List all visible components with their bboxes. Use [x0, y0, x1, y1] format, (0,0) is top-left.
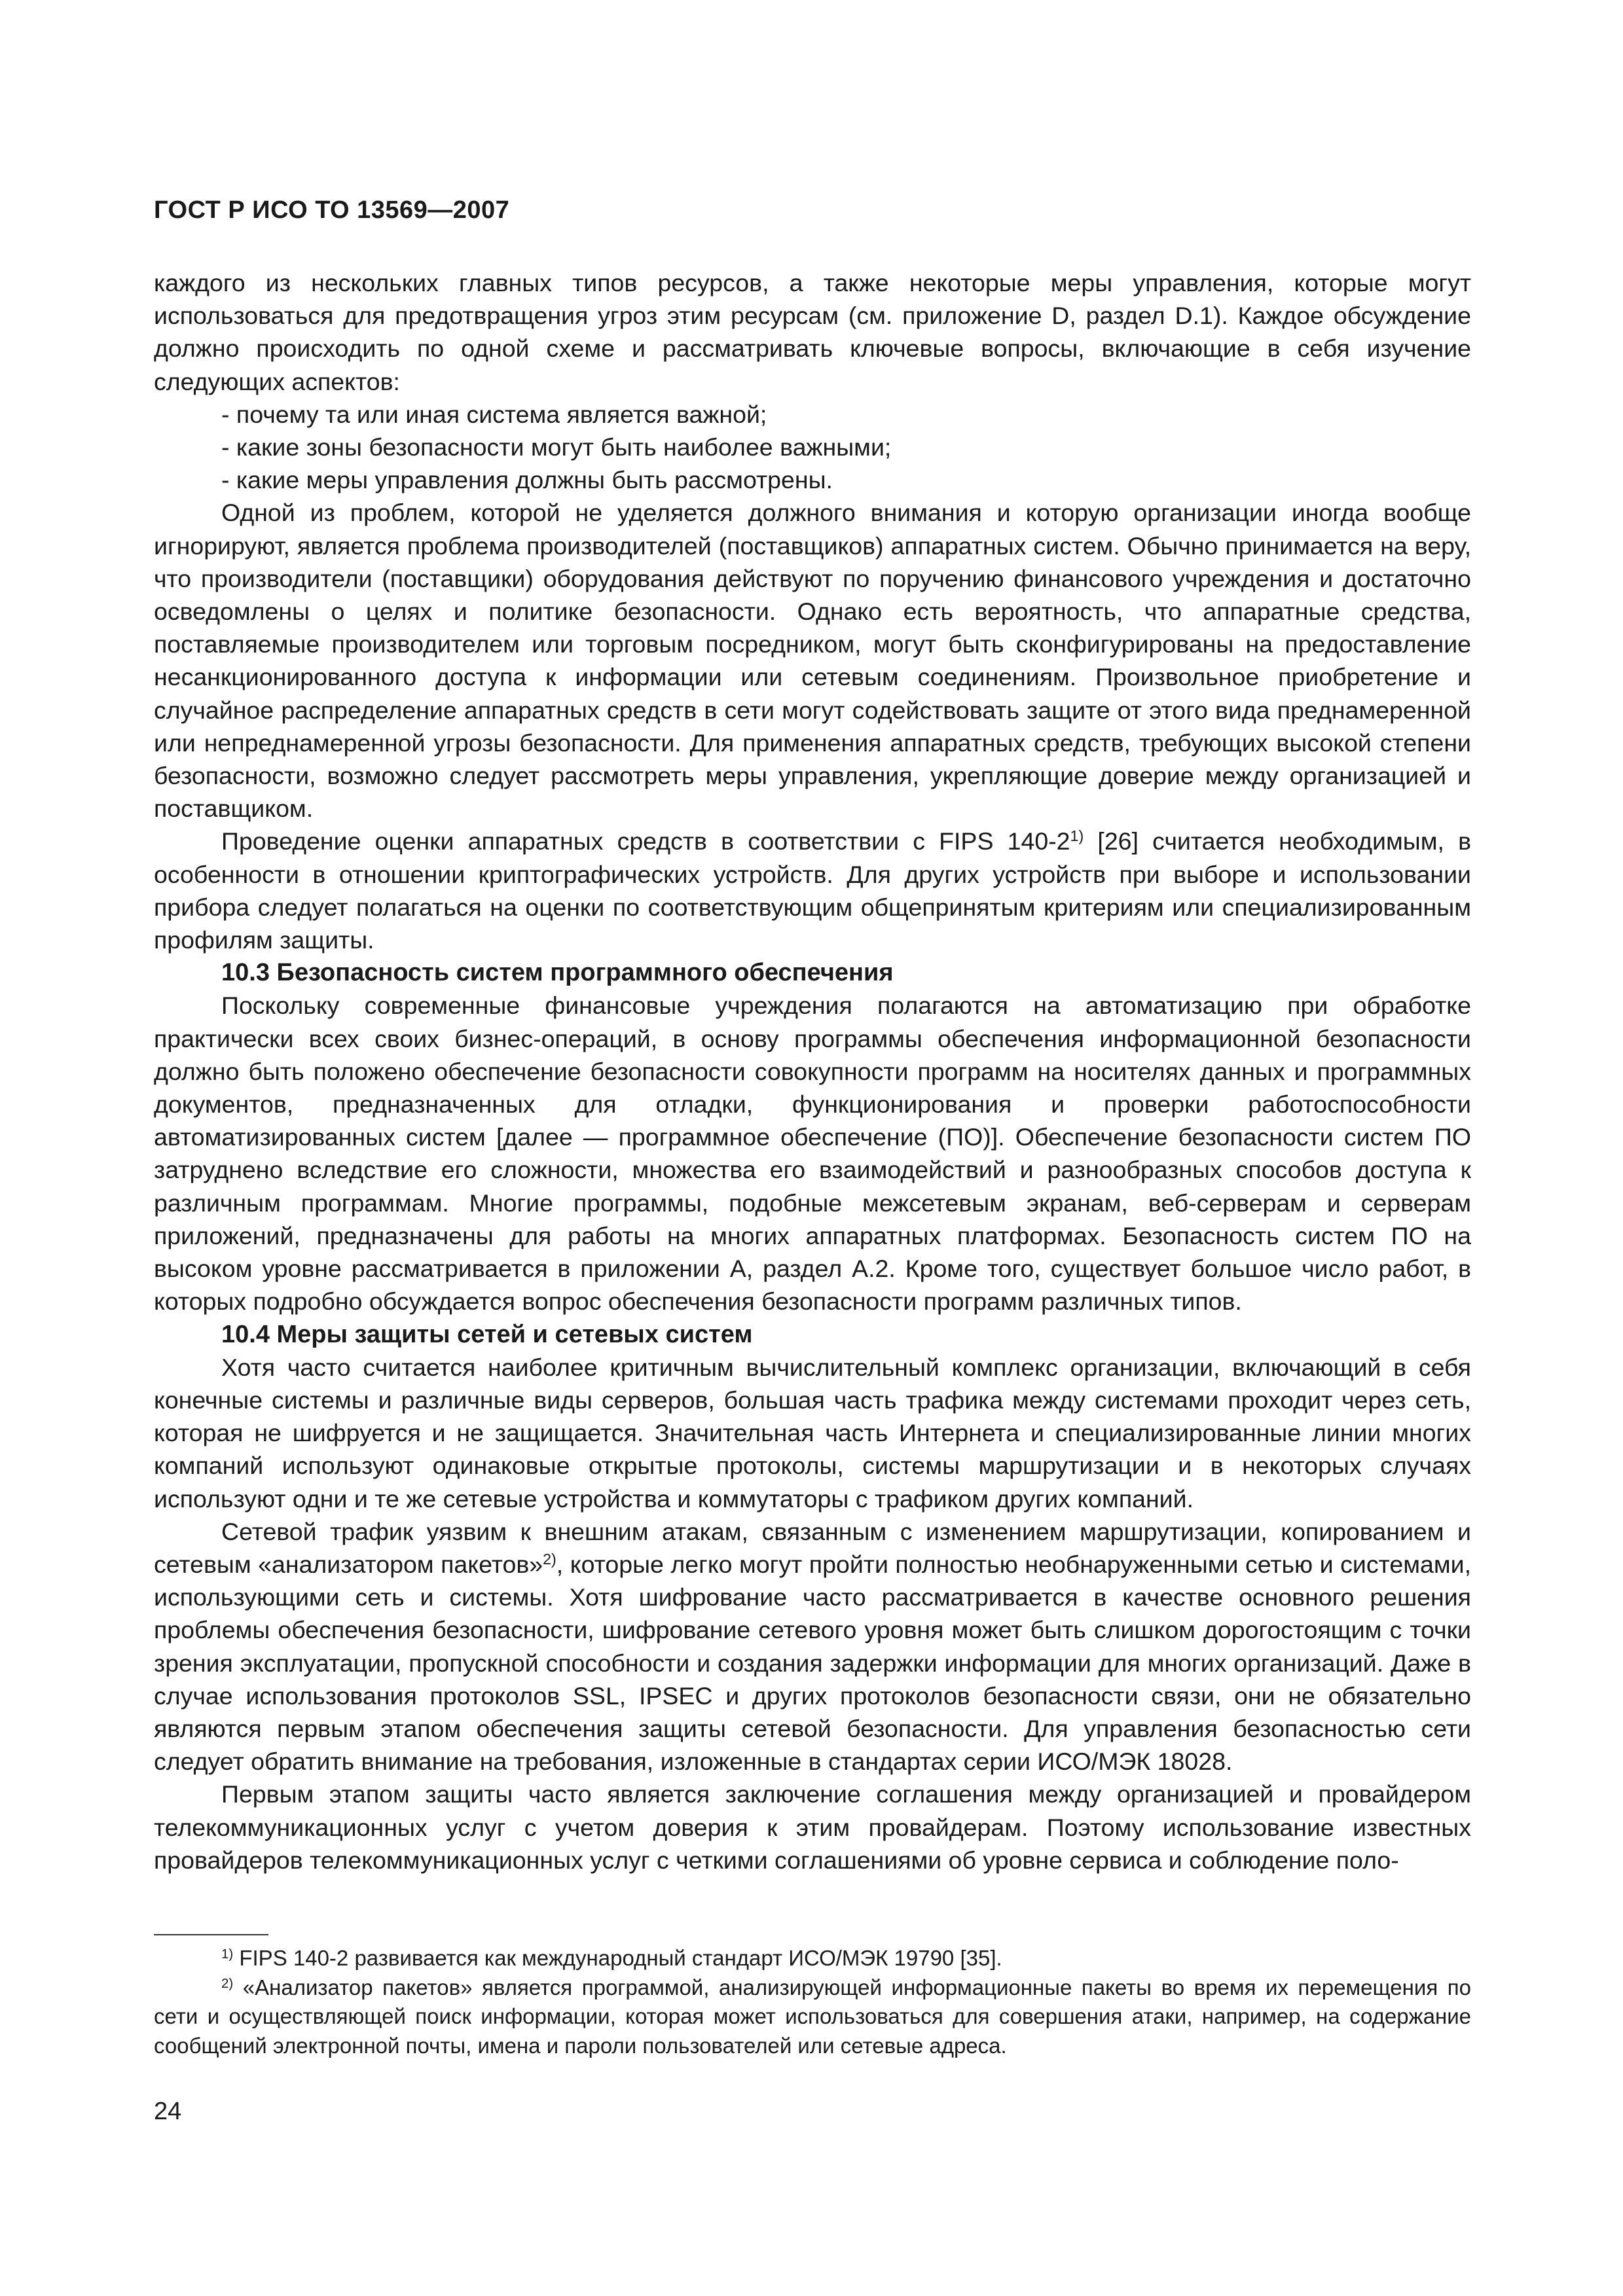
paragraph-hardware-suppliers: Одной из проблем, которой не уделяется должного внимания и которую организации иногда вообще игнорируют, является проблема производителей (поставщиков) аппаратных систем. Обычно принимается на веру, что производители (поставщики) оборудования действуют по поручению финансового учреждения и достаточно осведомлены о целях и политике безопасности. Однако есть вероятность, что аппаратные средства, поставляемые производителем или торговым посредником, могут быть сконфигурированы на предоставление несанкционированного доступа к информации или сетевым соединениям. Произвольное приобретение и случайное распределение аппаратных средств в сети могут содействовать защите от этого вида преднамеренной или непреднамеренной угрозы безопасности. Для применения аппаратных средств, требующих высокой степени безопасности, возможно следует рассмотреть меры управления, укрепляющие доверие между организацией и поставщиком.: [154, 499, 1471, 823]
footnote-1: [154, 1944, 1471, 1973]
footnote-2-marker: 2): [221, 1975, 234, 1991]
footnote-1-marker: 1): [221, 1946, 234, 1962]
paragraph-intro-continuation: каждого из нескольких главных типов ресурсов, а также некоторые меры управления, которые могут использоваться для предотвращения угроз этим ресурсам (см. приложение D, раздел D.1). Каждое обсуждение должно происходить по одной схеме и рассматривать ключевые вопросы, включающие в себя изучение следующих аспектов:: [154, 269, 1471, 395]
list-item: - почему та или иная система является важной;: [221, 400, 767, 428]
footnote-2-text: «Анализатор пакетов» является программой, анализирующей информационные пакеты во время их перемещения по сети и осуществляющей поиск информации, которая может использоваться для совершения атаки, например, на содержание сообщений электронной почты, имена и пароли пользователей или сетевые адреса.: [154, 1975, 1471, 2058]
footnote-2: [154, 1973, 1471, 2061]
paragraph-attacks-text-end: , которые легко могут пройти полностью необнаруженными сетью и системами, использующими сеть и системы. Хотя шифрование часто рассматривается в качестве основного решения проблемы обеспечения безопасности, шифрование сетевого уровня может быть слишком дорогостоящим с точки зрения эксплуатации, пропускной способности и создания задержки информации для многих организаций. Даже в случае использования протоколов SSL, IPSEC и других протоколов безопасности связи, они не обязательно являются первым этапом обеспечения защиты сетевой безопасности. Для управления безопасностью сети следует обратить внимание на требования, изложенные в стандартах серии ИСО/МЭК 18028.: [154, 1550, 1471, 1776]
list-item: - какие зоны безопасности могут быть наиболее важными;: [221, 433, 892, 461]
document-header: ГОСТ Р ИСО ТО 13569—2007: [154, 196, 510, 224]
footnote-divider: [154, 1934, 268, 1935]
paragraph-fips-text-start: Проведение оценки аппаратных средств в соответствии с FIPS 140-2: [221, 827, 1070, 855]
paragraph-software-security: Поскольку современные финансовые учреждения полагаются на автоматизацию при обработке практически всех своих бизнес-операций, в основу программы обеспечения информационной безопасности должно быть положено обеспечение безопасности совокупности программ на носителях данных и программных документов, предназначенных для отладки, функционирования и проверки работоспособности автоматизированных систем [далее — программное обеспечение (ПО)]. Обеспечение безопасности систем ПО затруднено вследствие его сложности, множества его взаимодействий и разнообразных способов доступа к различным программам. Многие программы, подобные межсетевым экранам, веб-серверам и серверам приложений, предназначены для работы на многих аппаратных платформах. Безопасность систем ПО на высоком уровне рассматривается в приложении А, раздел А.2. Кроме того, существует большое число работ, в которых подробно обсуждается вопрос обеспечения безопасности программ различных типов.: [154, 992, 1471, 1316]
section-heading-10-4: 10.4 Меры защиты сетей и сетевых систем: [221, 1320, 753, 1348]
paragraph-network-traffic: Хотя часто считается наиболее критичным вычислительный комплекс организации, включающий в себя конечные системы и различные виды серверов, большая часть трафика между системами проходит через сеть, которая не шифруется и не защищается. Значительная часть Интернета и специализированные линии многих компаний используют одинаковые открытые протоколы, системы маршрутизации и в некоторых случаях используют одни и те же сетевые устройства и коммутаторы с трафиком других компаний.: [154, 1353, 1471, 1513]
paragraph-fips-evaluation: [154, 825, 1471, 956]
paragraph-attacks-text-start: Сетевой трафик уязвим к внешним атакам, связанным с изменением маршрутизации, копированием и сетевым «анализатором пакетов»: [154, 1517, 1471, 1578]
section-heading-10-3: 10.3 Безопасность систем программного обеспечения: [221, 959, 894, 987]
footnote-ref-2[interactable]: 2): [543, 1551, 556, 1568]
body-text: [154, 266, 1471, 1876]
paragraph-network-attacks: [154, 1515, 1471, 1778]
page-number: 24: [154, 2098, 182, 2125]
paragraph-fips-text-end: [26] считается необходимым, в особенности в отношении криптографических устройств. Для других устройств при выборе и использовании прибора следует полагаться на оценки по соответствующим общепринятым критериям или специализированным профилям защиты.: [154, 827, 1471, 954]
list-item: - какие меры управления должны быть рассмотрены.: [221, 466, 833, 494]
footnote-ref-1[interactable]: 1): [1070, 827, 1084, 845]
footnotes: [154, 1944, 1471, 2060]
paragraph-provider-agreement: Первым этапом защиты часто является заключение соглашения между организацией и провайдером телекоммуникационных услуг с учетом доверия к этим провайдерам. Поэтому использование известных провайдеров телекоммуникационных услуг с четкими соглашениями об уровне сервиса и соблюдение поло-: [154, 1780, 1471, 1874]
footnote-1-text: FIPS 140-2 развивается как международный стандарт ИСО/МЭК 19790 [35].: [233, 1946, 1002, 1970]
